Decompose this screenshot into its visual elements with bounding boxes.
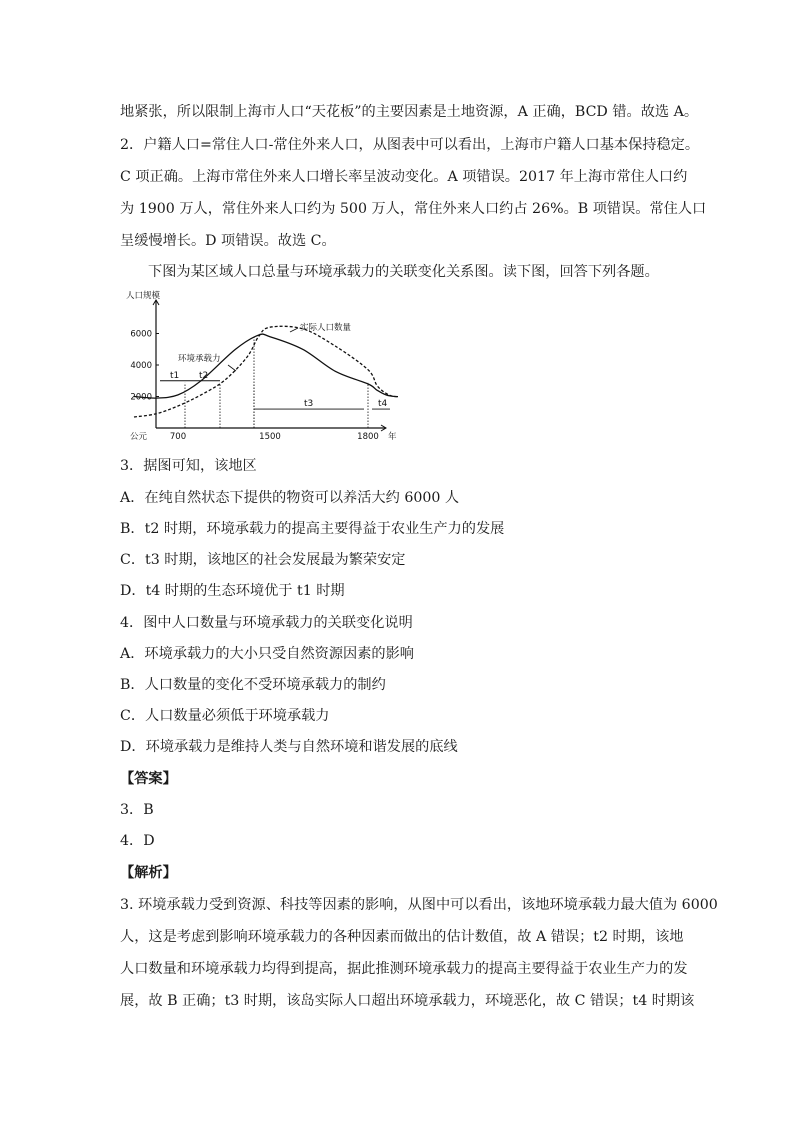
- option-c: C．人口数量必须低于环境承载力: [120, 708, 330, 724]
- y-tick-label: 6000: [130, 329, 152, 340]
- analysis-line: 人口数量和环境承载力均得到提高，据此推测环境承载力的提高主要得益于农业生产力的发: [120, 961, 688, 977]
- t3-label: t3: [304, 399, 314, 410]
- analysis-heading: 【解析】: [120, 865, 177, 881]
- option-d: D．环境承载力是维持人类与自然环境和谐发展的底线: [120, 739, 458, 755]
- y-tick-label: 4000: [130, 361, 152, 371]
- figure-intro: 下图为某区域人口总量与环境承载力的关联变化关系图。读下图，回答下列各题。: [148, 264, 659, 280]
- paragraph-line: 为 1900 万人，常住外来人口约为 500 万人，常住外来人口约占 26%。B 项错误。常住人口: [120, 201, 707, 217]
- carrying-capacity-line: [134, 334, 398, 398]
- question-stem: 3．据图可知，该地区: [120, 458, 257, 474]
- option-a: A．环境承载力的大小只受自然资源因素的影响: [120, 646, 414, 662]
- answer: 3．B: [120, 802, 154, 818]
- option-b: B．人口数量的变化不受环境承载力的制约: [120, 677, 386, 693]
- paragraph-line: 地紧张，所以限制上海市人口“天花板”的主要因素是土地资源，A 正确，BCD 错。故选 A。: [120, 104, 699, 120]
- paragraph-line: 呈缓慢增长。D 项错误。故选 C。: [120, 233, 336, 249]
- option-b: B．t2 时期，环境承载力的提高主要得益于农业生产力的发展: [120, 521, 505, 537]
- x-origin-label: 公元: [130, 432, 148, 442]
- capacity-leader: [228, 365, 236, 371]
- x-tick-label: 1800: [357, 432, 379, 442]
- x-tick-label: 700: [169, 432, 187, 442]
- answer: 4．D: [120, 833, 155, 849]
- t1-label: t1: [170, 370, 180, 381]
- paragraph-line: 2．户籍人口=常住人口-常住外来人口，从图表中可以看出，上海市户籍人口基本保持稳定。: [120, 137, 700, 153]
- x-axis-label: 年: [388, 432, 397, 442]
- t4-label: t4: [378, 399, 388, 410]
- actual-leader: [290, 328, 298, 332]
- paragraph-line: C 项正确。上海市常住外来人口增长率呈波动变化。A 项错误。2017 年上海市常住人口约: [120, 169, 688, 185]
- analysis-line: 3. 环境承载力受到资源、科技等因素的影响，从图中可以看出，该地环境承载力最大值为 6000: [120, 897, 718, 913]
- analysis-line: 展，故 B 正确；t3 时期，该岛实际人口超出环境承载力，环境恶化，故 C 错误；t4 时期该: [120, 993, 695, 1009]
- y-tick-label: 2000: [130, 392, 152, 403]
- series-label-actual: 实际人口数量: [300, 323, 352, 333]
- answer-heading: 【答案】: [120, 771, 177, 787]
- question-stem: 4．图中人口数量与环境承载力的关联变化说明: [120, 615, 413, 631]
- option-d: D．t4 时期的生态环境优于 t1 时期: [120, 583, 345, 599]
- analysis-line: 人，这是考虑到影响环境承载力的各种因素而做出的估计数值，故 A 错误；t2 时期，该地: [120, 929, 684, 945]
- y-axis-label: 人口规模: [126, 291, 161, 301]
- x-tick-label: 1500: [259, 432, 281, 442]
- population-chart: [118, 288, 398, 448]
- t2-label: t2: [199, 370, 209, 381]
- series-label-capacity: 环境承载力: [178, 354, 221, 364]
- option-a: A．在纯自然状态下提供的物资可以养活大约 6000 人: [120, 490, 460, 506]
- option-c: C．t3 时期，该地区的社会发展最为繁荣安定: [120, 552, 406, 568]
